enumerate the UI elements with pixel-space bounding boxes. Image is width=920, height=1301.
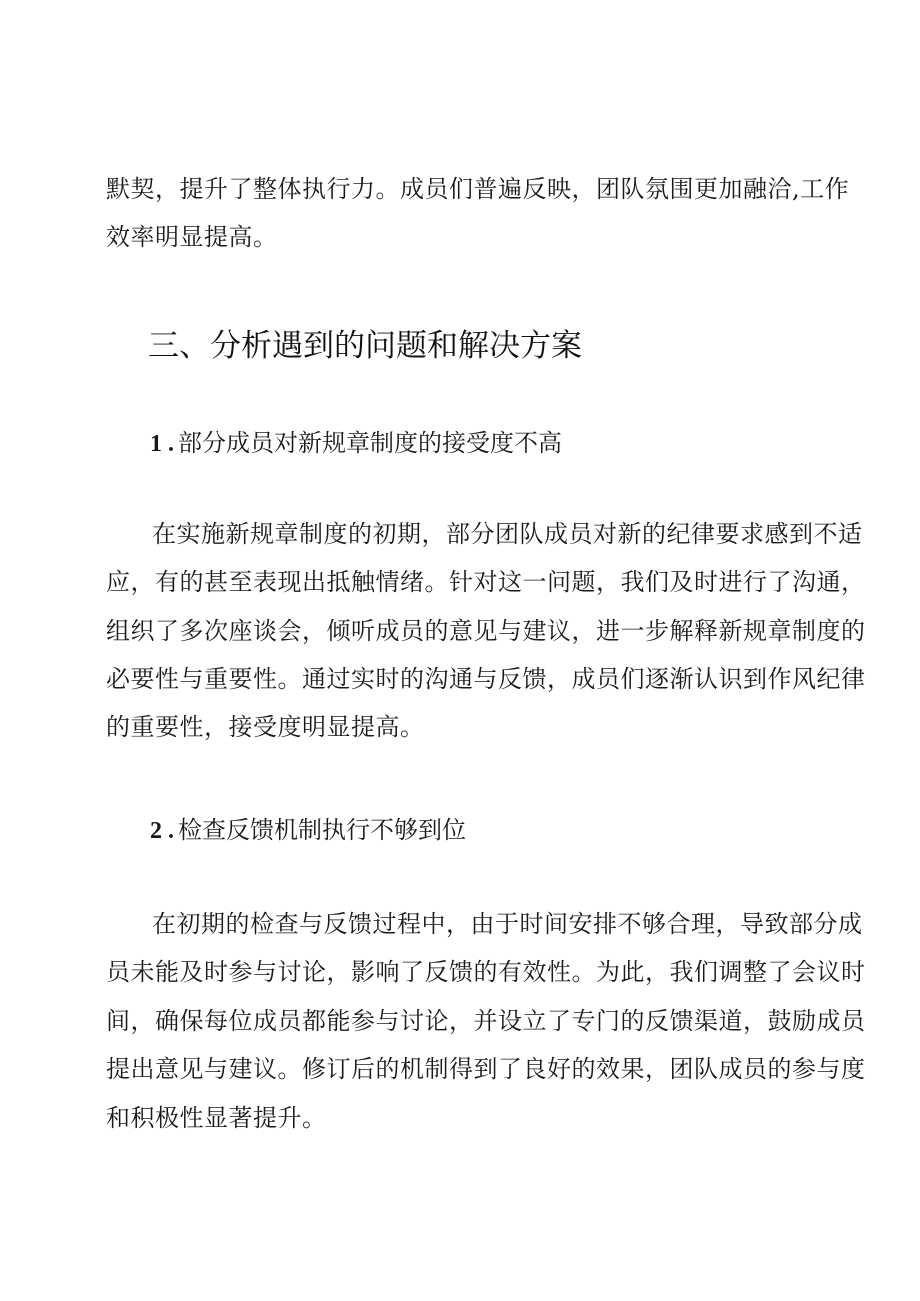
item-2-heading bbox=[150, 815, 466, 846]
item-2-line-4: 提出意见与建议。修订后的机制得到了良好的效果，团队成员的参与度 bbox=[106, 1055, 866, 1083]
intro-line-1: 默契，提升了整体执行力。成员们普遍反映，团队氛围更加融洽,工作 bbox=[106, 175, 850, 203]
item-1-line-4: 必要性与重要性。通过实时的沟通与反馈，成员们逐渐认识到作风纪律 bbox=[106, 665, 866, 693]
item-2-line-2: 员未能及时参与讨论，影响了反馈的有效性。为此，我们调整了会议时 bbox=[106, 958, 866, 986]
item-2-line-1: 在初期的检查与反馈过程中，由于时间安排不够合理，导致部分成 bbox=[152, 910, 863, 938]
item-1-line-2: 应，有的甚至表现出抵触情绪。针对这一问题，我们及时进行了沟通， bbox=[106, 568, 866, 596]
item-1-line-3: 组织了多次座谈会，倾听成员的意见与建议，进一步解释新规章制度的 bbox=[106, 617, 866, 645]
intro-line-2: 效率明显提高。 bbox=[106, 223, 278, 251]
item-1-line-1: 在实施新规章制度的初期，部分团队成员对新的纪律要求感到不适 bbox=[152, 520, 863, 548]
item-1-title: 部分成员对新规章制度的接受度不高 bbox=[178, 429, 562, 457]
item-2-line-5: 和积极性显著提升。 bbox=[106, 1104, 327, 1132]
item-2-number: 2 . bbox=[150, 818, 174, 844]
item-1-line-5: 的重要性，接受度明显提高。 bbox=[106, 713, 425, 741]
item-2-line-3: 间，确保每位成员都能参与讨论，并设立了专门的反馈渠道，鼓励成员 bbox=[106, 1007, 866, 1035]
item-1-number: 1 . bbox=[150, 431, 174, 457]
item-1-heading bbox=[150, 428, 562, 459]
section-heading: 三、分析遇到的问题和解决方案 bbox=[148, 328, 582, 364]
item-2-title: 检查反馈机制执行不够到位 bbox=[178, 816, 466, 844]
